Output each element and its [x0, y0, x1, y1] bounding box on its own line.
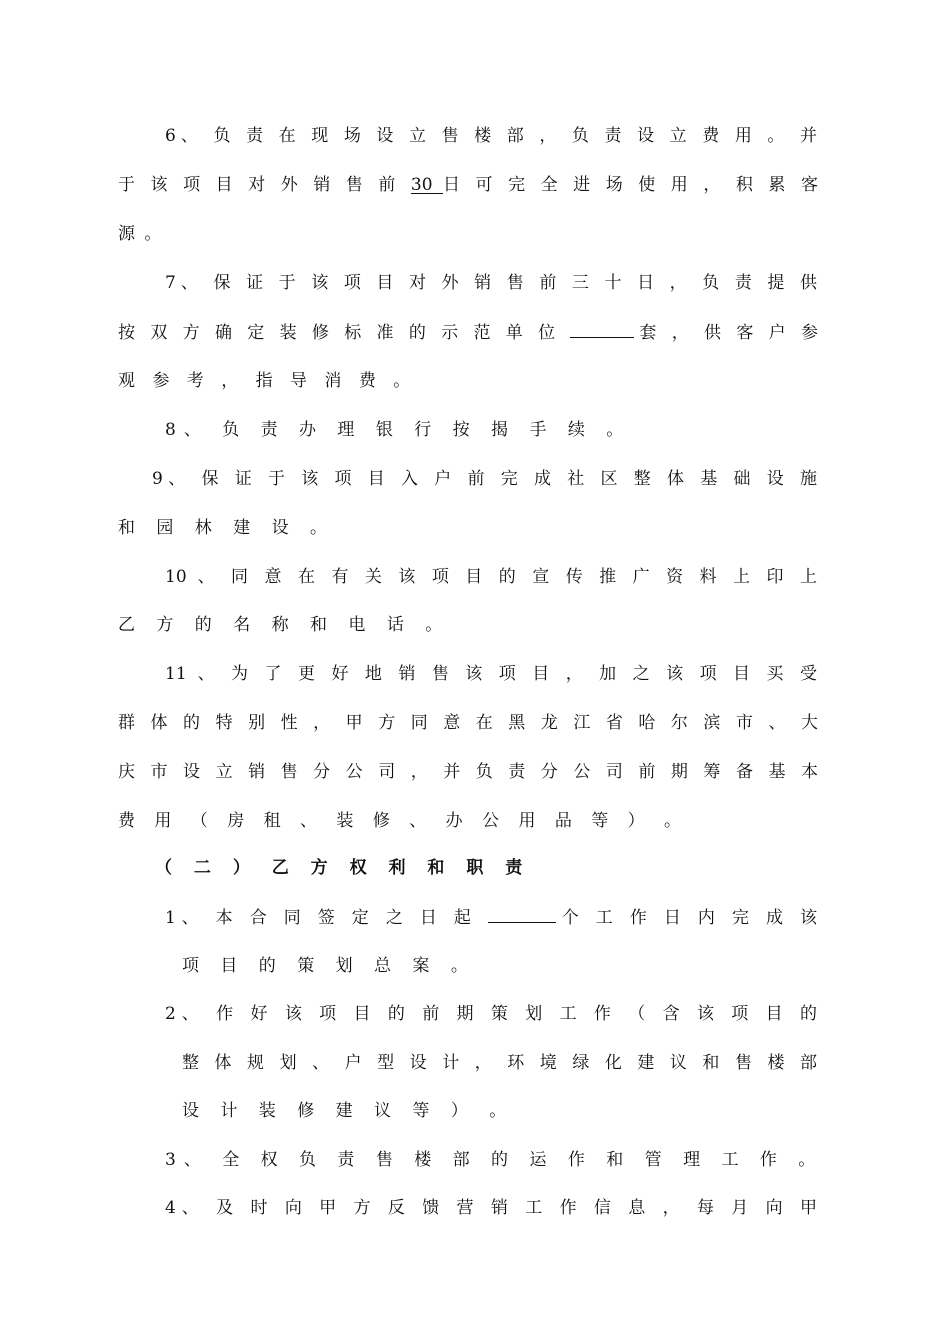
text-segment: 1、 本 合 同 签 定 之 日 起: [165, 908, 488, 928]
clause-7-line-2: [118, 319, 818, 345]
clause-11-line-1: 11 、 为 了 更 好 地 销 售 该 项 目 ， 加 之 该 项 目 买 受: [165, 664, 817, 684]
days-value: 30: [410, 175, 443, 195]
days-blank: [488, 904, 556, 923]
party-b-clause-1-line-1: [165, 904, 817, 930]
clause-11-line-3: 庆 市 设 立 销 售 分 公 司 ， 并 负 责 分 公 司 前 期 筹 备 基 本: [118, 762, 818, 782]
clause-9-line-1: 9、 保 证 于 该 项 目 入 户 前 完 成 社 区 整 体 基 础 设 施: [152, 469, 817, 489]
clause-7-line-1: 7、 保 证 于 该 项 目 对 外 销 售 前 三 十 日 ， 负 责 提 供: [165, 273, 817, 293]
party-b-clause-2-line-1: 2、 作 好 该 项 目 的 前 期 策 划 工 作 （ 含 该 项 目 的: [165, 1004, 817, 1024]
text-segment: 套 ， 供 客 户 参: [634, 323, 818, 343]
party-b-clause-1-line-2: 项 目 的 策 划 总 案 。: [182, 956, 476, 976]
clause-6-line-1: 6、 负 责 在 现 场 设 立 售 楼 部 ， 负 责 设 立 费 用 。 并: [165, 126, 817, 146]
text-segment: 个 工 作 日 内 完 成 该: [555, 908, 818, 928]
clause-11-line-4: 费 用 （ 房 租 、 装 修 、 办 公 用 品 等 ） 。: [118, 811, 689, 831]
clause-10-line-2: 乙 方 的 名 称 和 电 话 。: [118, 615, 451, 635]
party-b-clause-4-line-1: 4、 及 时 向 甲 方 反 馈 营 销 工 作 信 息 ， 每 月 向 甲: [165, 1198, 817, 1218]
clause-9-line-2: 和 园 林 建 设 。: [118, 518, 336, 538]
clause-10-line-1: 10 、 同 意 在 有 关 该 项 目 的 宣 传 推 广 资 料 上 印 上: [165, 567, 817, 587]
clause-6-line-2: [118, 172, 818, 198]
clause-7-line-3: 观 参 考 ， 指 导 消 费 。: [118, 371, 417, 391]
text-segment: 于 该 项 目 对 外 销 售 前: [118, 175, 411, 195]
clause-11-line-2: 群 体 的 特 别 性 ， 甲 方 同 意 在 黑 龙 江 省 哈 尔 滨 市 、 大: [118, 713, 818, 733]
party-b-clause-2-line-3: 设 计 装 修 建 议 等 ） 。: [182, 1101, 515, 1121]
section-heading-party-b: （ 二 ） 乙 方 权 利 和 职 责: [155, 858, 531, 878]
text-segment: 按 双 方 确 定 装 修 标 准 的 示 范 单 位: [118, 323, 571, 343]
text-segment: 日 可 完 全 进 场 使 用 ， 积 累 客: [443, 175, 818, 195]
clause-8-line-1: 8、 负 责 办 理 银 行 按 揭 手 续 。: [165, 420, 632, 440]
party-b-clause-3-line-1: 3、 全 权 负 责 售 楼 部 的 运 作 和 管 理 工 作 。: [165, 1150, 824, 1170]
party-b-clause-2-line-2: 整 体 规 划 、 户 型 设 计 ， 环 境 绿 化 建 议 和 售 楼 部: [182, 1053, 817, 1073]
sets-blank: [570, 319, 634, 338]
clause-6-line-3: 源 。: [118, 224, 164, 244]
